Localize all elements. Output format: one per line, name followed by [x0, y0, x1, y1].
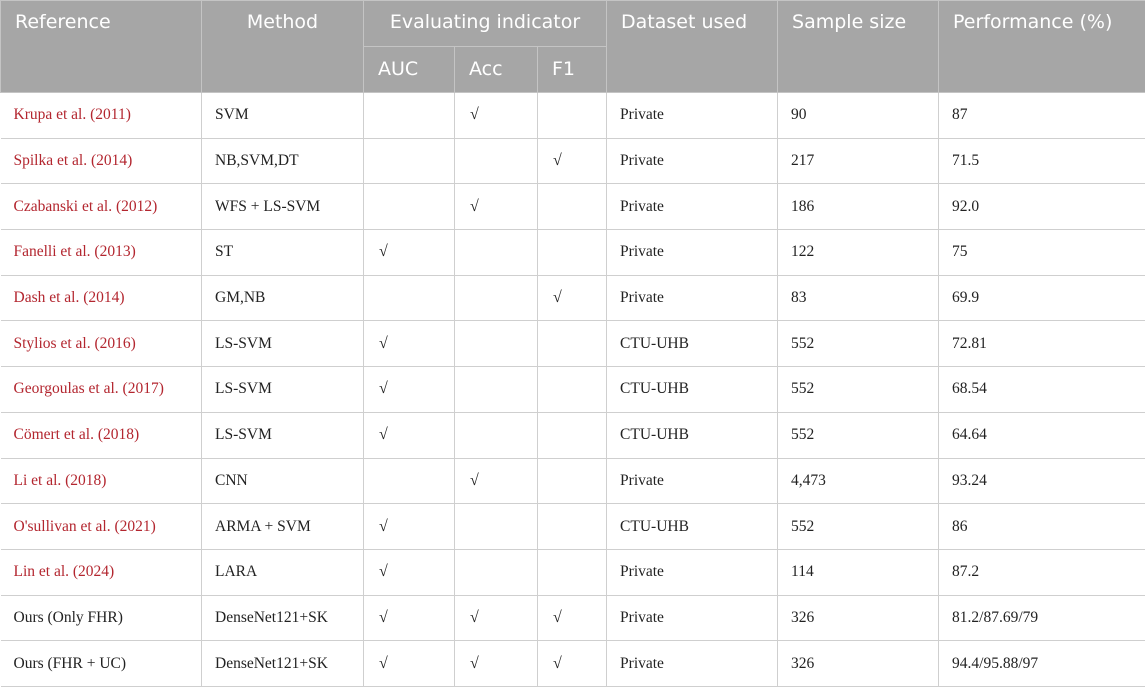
cell-dataset: Private [607, 641, 778, 687]
cell-reference[interactable]: Krupa et al. (2011) [1, 93, 202, 139]
cell-dataset: Private [607, 549, 778, 595]
table-body [1, 93, 1145, 687]
cell-reference[interactable]: Lin et al. (2024) [1, 549, 202, 595]
cell-dataset: Private [607, 458, 778, 504]
cell-dataset: Private [607, 184, 778, 230]
cell-performance: 94.4/95.88/97 [939, 641, 1145, 687]
cell-reference[interactable]: Cömert et al. (2018) [1, 412, 202, 458]
cell-sample-size: 122 [778, 230, 939, 276]
table-row [1, 412, 1145, 458]
cell-acc: √ [455, 93, 538, 139]
table-row [1, 93, 1145, 139]
cell-reference[interactable]: Stylios et al. (2016) [1, 321, 202, 367]
cell-auc: √ [364, 504, 455, 550]
cell-sample-size: 186 [778, 184, 939, 230]
cell-sample-size: 4,473 [778, 458, 939, 504]
cell-method: CNN [202, 458, 364, 504]
cell-auc [364, 138, 455, 184]
cell-dataset: Private [607, 93, 778, 139]
cell-dataset: Private [607, 230, 778, 276]
cell-f1 [538, 458, 607, 504]
cell-acc [455, 549, 538, 595]
cell-sample-size: 90 [778, 93, 939, 139]
cell-performance: 68.54 [939, 367, 1145, 413]
cell-f1: √ [538, 595, 607, 641]
cell-method: ARMA + SVM [202, 504, 364, 550]
header-sample-size: Sample size [778, 1, 939, 93]
table-row [1, 230, 1145, 276]
cell-method: DenseNet121+SK [202, 641, 364, 687]
cell-dataset: Private [607, 595, 778, 641]
cell-reference: Ours (Only FHR) [1, 595, 202, 641]
cell-reference[interactable]: Czabanski et al. (2012) [1, 184, 202, 230]
cell-auc: √ [364, 412, 455, 458]
table-row [1, 595, 1145, 641]
cell-auc [364, 275, 455, 321]
cell-sample-size: 552 [778, 504, 939, 550]
cell-performance: 64.64 [939, 412, 1145, 458]
cell-acc: √ [455, 641, 538, 687]
cell-auc [364, 458, 455, 504]
cell-f1 [538, 367, 607, 413]
header-auc: AUC [364, 47, 455, 93]
cell-dataset: Private [607, 138, 778, 184]
header-f1: F1 [538, 47, 607, 93]
header-dataset-used: Dataset used [607, 1, 778, 93]
cell-auc [364, 184, 455, 230]
cell-dataset: CTU-UHB [607, 412, 778, 458]
table-row [1, 138, 1145, 184]
cell-acc [455, 275, 538, 321]
cell-f1 [538, 504, 607, 550]
cell-f1 [538, 412, 607, 458]
cell-acc [455, 321, 538, 367]
cell-auc [364, 93, 455, 139]
cell-auc: √ [364, 321, 455, 367]
cell-sample-size: 326 [778, 595, 939, 641]
cell-f1: √ [538, 138, 607, 184]
cell-method: LS-SVM [202, 412, 364, 458]
cell-sample-size: 114 [778, 549, 939, 595]
cell-method: NB,SVM,DT [202, 138, 364, 184]
cell-acc [455, 412, 538, 458]
cell-reference[interactable]: O'sullivan et al. (2021) [1, 504, 202, 550]
cell-acc [455, 138, 538, 184]
cell-method: LS-SVM [202, 367, 364, 413]
cell-dataset: CTU-UHB [607, 504, 778, 550]
cell-performance: 87 [939, 93, 1145, 139]
cell-performance: 92.0 [939, 184, 1145, 230]
cell-reference: Ours (FHR + UC) [1, 641, 202, 687]
cell-dataset: CTU-UHB [607, 321, 778, 367]
header-acc: Acc [455, 47, 538, 93]
cell-reference[interactable]: Dash et al. (2014) [1, 275, 202, 321]
cell-method: WFS + LS-SVM [202, 184, 364, 230]
cell-reference[interactable]: Spilka et al. (2014) [1, 138, 202, 184]
table-row [1, 367, 1145, 413]
cell-sample-size: 552 [778, 412, 939, 458]
cell-auc: √ [364, 595, 455, 641]
cell-method: GM,NB [202, 275, 364, 321]
cell-method: SVM [202, 93, 364, 139]
cell-reference[interactable]: Fanelli et al. (2013) [1, 230, 202, 276]
cell-method: DenseNet121+SK [202, 595, 364, 641]
cell-f1: √ [538, 641, 607, 687]
header-evaluating-indicator: Evaluating indicator [364, 1, 607, 47]
table-row [1, 458, 1145, 504]
cell-sample-size: 217 [778, 138, 939, 184]
cell-auc: √ [364, 641, 455, 687]
cell-acc: √ [455, 595, 538, 641]
table-row [1, 275, 1145, 321]
cell-dataset: CTU-UHB [607, 367, 778, 413]
cell-performance: 69.9 [939, 275, 1145, 321]
header-row [1, 1, 1145, 47]
cell-acc [455, 504, 538, 550]
cell-sample-size: 83 [778, 275, 939, 321]
cell-sample-size: 552 [778, 321, 939, 367]
cell-dataset: Private [607, 275, 778, 321]
cell-auc: √ [364, 549, 455, 595]
cell-performance: 86 [939, 504, 1145, 550]
cell-method: ST [202, 230, 364, 276]
cell-sample-size: 552 [778, 367, 939, 413]
cell-f1 [538, 184, 607, 230]
table-row [1, 321, 1145, 367]
cell-performance: 72.81 [939, 321, 1145, 367]
table-row [1, 184, 1145, 230]
cell-performance: 81.2/87.69/79 [939, 595, 1145, 641]
cell-reference[interactable]: Li et al. (2018) [1, 458, 202, 504]
cell-acc: √ [455, 458, 538, 504]
cell-auc: √ [364, 367, 455, 413]
header-reference: Reference [1, 1, 202, 93]
cell-f1 [538, 549, 607, 595]
cell-performance: 87.2 [939, 549, 1145, 595]
cell-f1: √ [538, 275, 607, 321]
header-performance: Performance (%) [939, 1, 1145, 93]
cell-f1 [538, 230, 607, 276]
cell-f1 [538, 321, 607, 367]
cell-auc: √ [364, 230, 455, 276]
cell-performance: 75 [939, 230, 1145, 276]
cell-reference[interactable]: Georgoulas et al. (2017) [1, 367, 202, 413]
cell-acc [455, 230, 538, 276]
cell-sample-size: 326 [778, 641, 939, 687]
table-row [1, 504, 1145, 550]
cell-f1 [538, 93, 607, 139]
header-method: Method [202, 1, 364, 93]
cell-performance: 93.24 [939, 458, 1145, 504]
table-row [1, 549, 1145, 595]
cell-acc: √ [455, 184, 538, 230]
cell-performance: 71.5 [939, 138, 1145, 184]
cell-method: LS-SVM [202, 321, 364, 367]
table-row [1, 641, 1145, 687]
cell-method: LARA [202, 549, 364, 595]
cell-acc [455, 367, 538, 413]
